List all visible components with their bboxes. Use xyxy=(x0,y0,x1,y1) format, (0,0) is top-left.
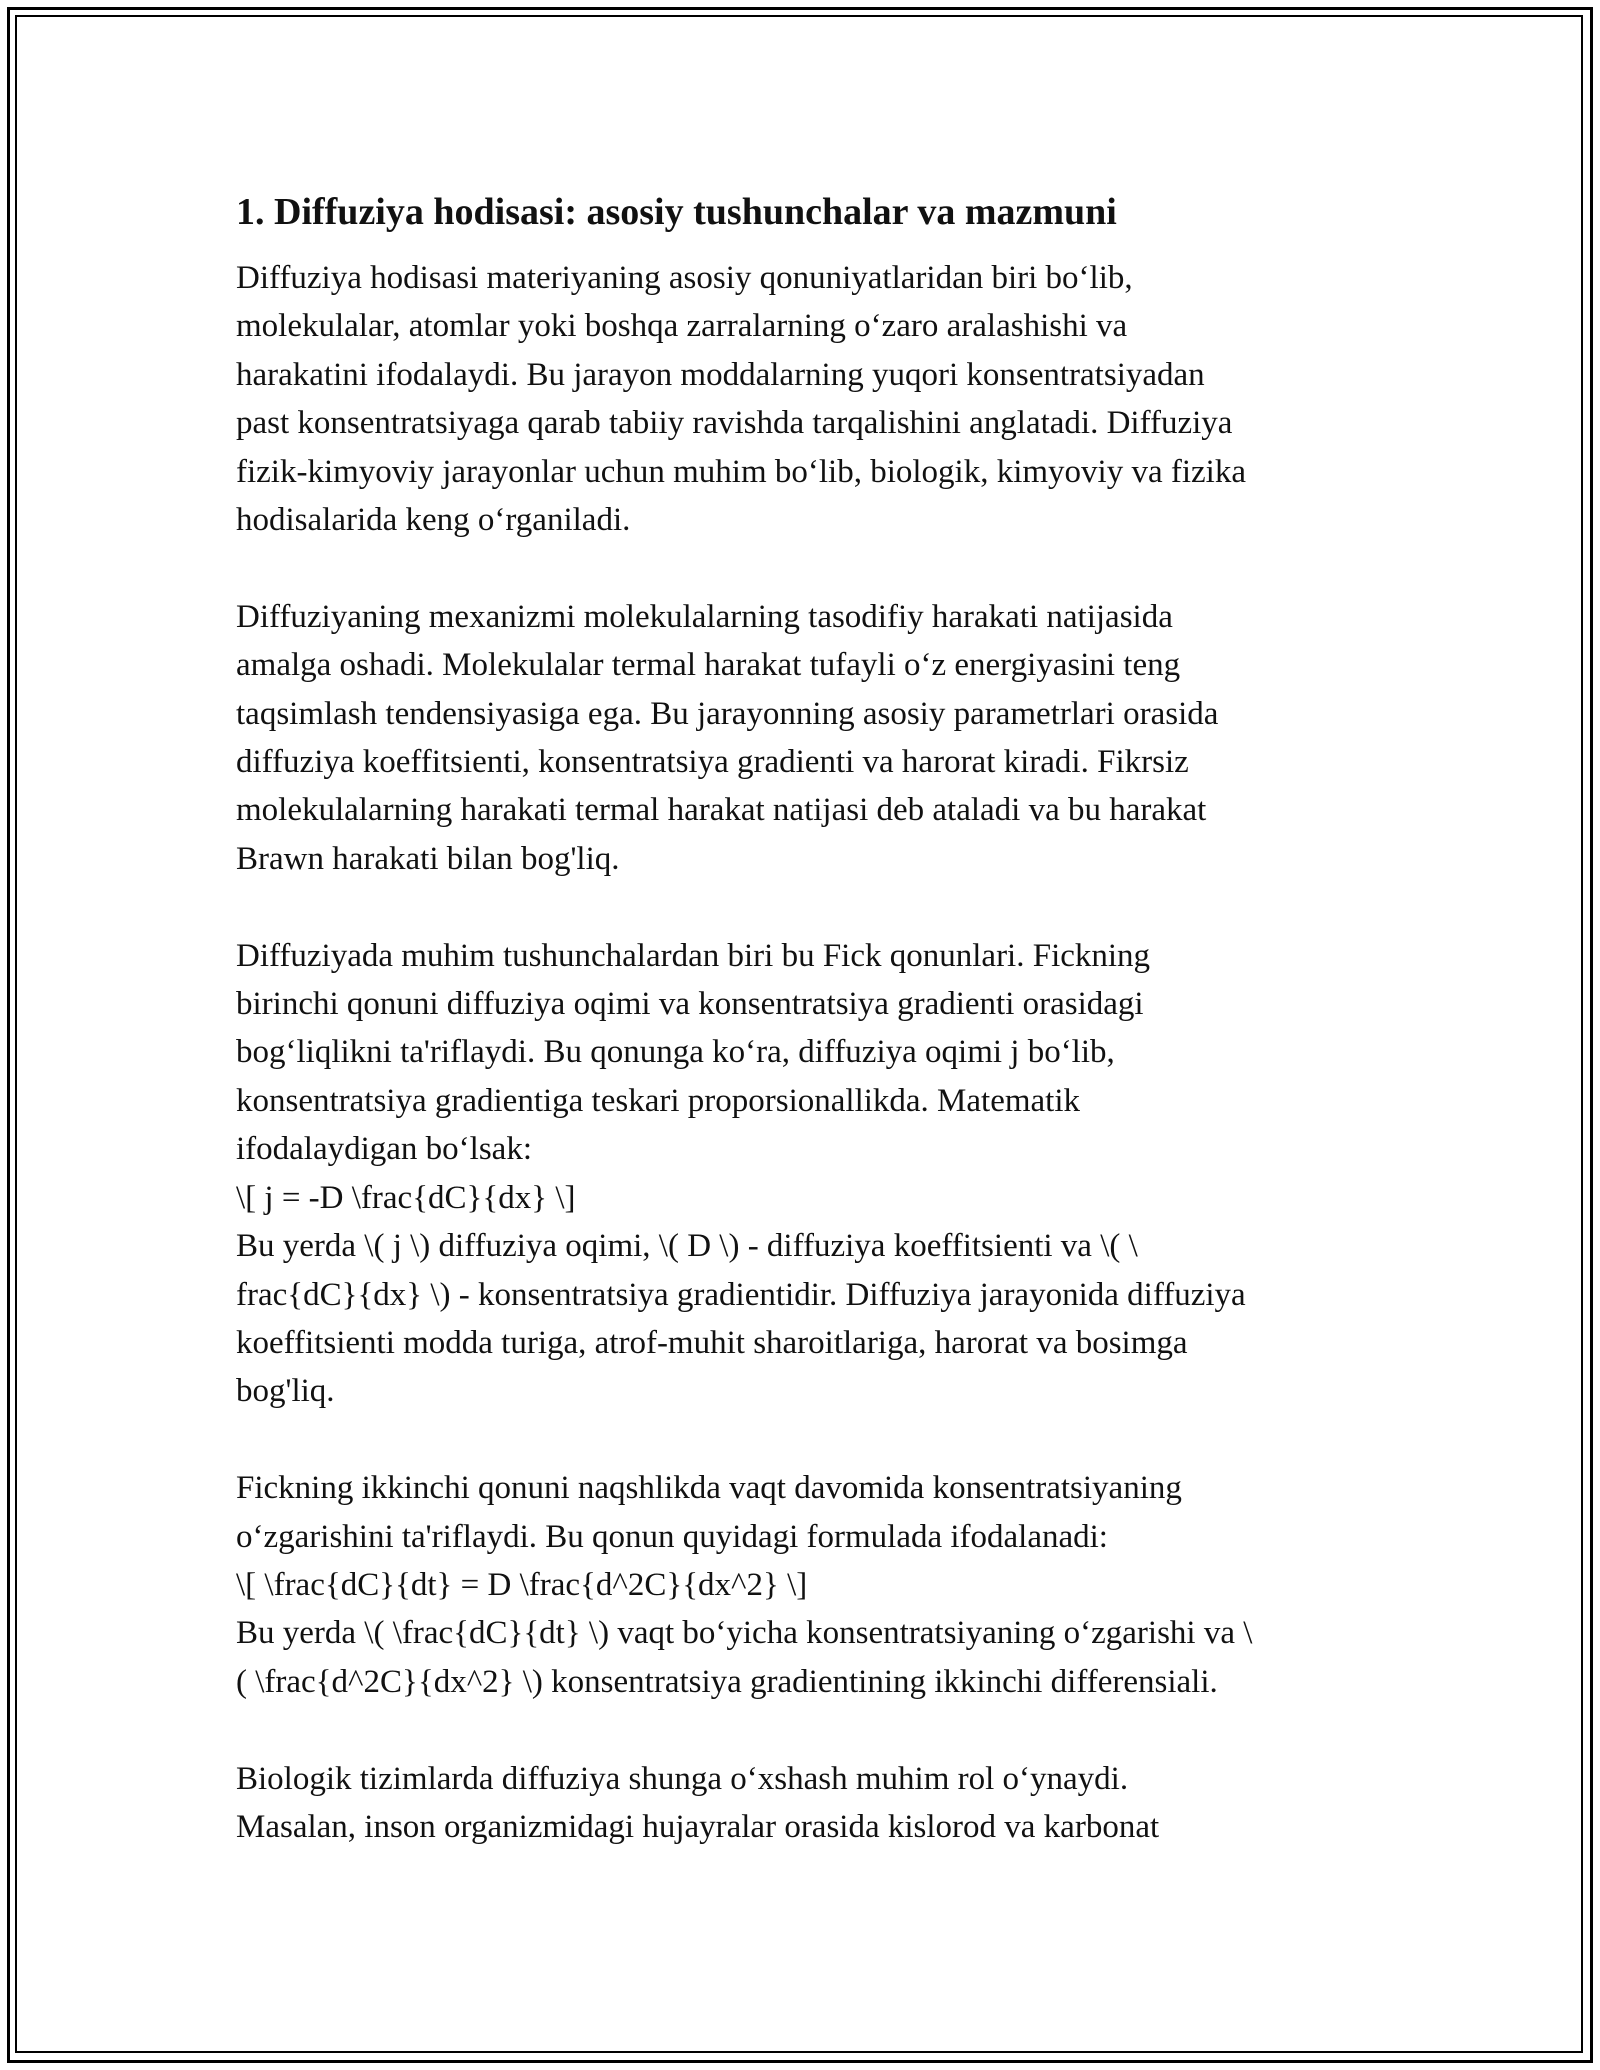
text-line: molekulalar, atomlar yoki boshqa zarralarning o‘zaro aralashishi va xyxy=(236,308,1128,345)
text-line: fizik-kimyoviy jarayonlar uchun muhim bo‘lib, biologik, kimyoviy va fizika xyxy=(236,453,1246,490)
text-line: molekulalarning harakati termal harakat natijasi deb ataladi va bu harakat xyxy=(236,792,1207,829)
paragraph-3 xyxy=(236,932,1376,1416)
text-line: amalga oshadi. Molekulalar termal harakat tufayli o‘z energiyasini teng xyxy=(236,647,1181,684)
text-line: hodisalarida keng o‘rganiladi. xyxy=(236,502,631,539)
text-line: Brawn harakati bilan bog'liq. xyxy=(236,840,620,877)
text-line: bog‘liqlikni ta'riflaydi. Bu qonunga ko‘ra, diffuziya oqimi j bo‘lib, xyxy=(236,1034,1115,1071)
formula-line: \[ \frac{dC}{dt} = D \frac{d^2C}{dx^2} \] xyxy=(236,1566,808,1603)
text-line: past konsentratsiyaga qarab tabiiy ravishda tarqalishini anglatadi. Diffuziya xyxy=(236,405,1233,442)
text-line: Diffuziya hodisasi materiyaning asosiy qonuniyatlaridan biri bo‘lib, xyxy=(236,260,1133,296)
paragraph-2 xyxy=(236,593,1376,883)
text-line: Fickning ikkinchi qonuni naqshlikda vaqt davomida konsentratsiyaning xyxy=(236,1470,1182,1507)
text-line: diffuziya koeffitsienti, konsentratsiya gradienti va harorat kiradi. Fikrsiz xyxy=(236,744,1189,781)
text-line: Masalan, inson organizmidagi hujayralar orasida kislorod va karbonat xyxy=(236,1808,1160,1845)
document-body xyxy=(236,188,1376,1900)
formula-line: \[ j = -D \frac{dC}{dx} \] xyxy=(236,1179,576,1216)
text-line: taqsimlash tendensiyasiga ega. Bu jarayonning asosiy parametrlari orasida xyxy=(236,695,1219,732)
text-line: koeffitsienti modda turiga, atrof-muhit sharoitlariga, harorat va bosimga xyxy=(236,1324,1188,1361)
text-line: ( \frac{d^2C}{dx^2} \) konsentratsiya gradientining ikkinchi differensiali. xyxy=(236,1663,1218,1700)
text-line: birinchi qonuni diffuziya oqimi va konsentratsiya gradienti orasidagi xyxy=(236,986,1144,1023)
text-line: harakatini ifodalaydi. Bu jarayon moddalarning yuqori konsentratsiyadan xyxy=(236,356,1205,393)
text-line: o‘zgarishini ta'riflaydi. Bu qonun quyidagi formulada ifodalanadi: xyxy=(236,1518,1108,1555)
text-line: Diffuziyaning mexanizmi molekulalarning tasodifiy harakati natijasida xyxy=(236,598,1173,635)
text-line: konsentratsiya gradientiga teskari proporsionallikda. Matematik xyxy=(236,1082,1081,1119)
text-line: ifodalaydigan bo‘lsak: xyxy=(236,1131,533,1168)
text-line: Biologik tizimlarda diffuziya shunga o‘xshash muhim rol o‘ynaydi. xyxy=(236,1760,1129,1797)
text-line: Bu yerda \( \frac{dC}{dt} \) vaqt bo‘yicha konsentratsiyaning o‘zgarishi va \ xyxy=(236,1615,1253,1652)
text-line: Diffuziyada muhim tushunchalardan biri bu Fick qonunlari. Fickning xyxy=(236,937,1151,974)
text-line: frac{dC}{dx} \) - konsentratsiya gradientidir. Diffuziya jarayonida diffuziya xyxy=(236,1276,1246,1313)
text-line: Bu yerda \( j \) diffuziya oqimi, \( D \) - diffuziya koeffitsienti va \( \ xyxy=(236,1228,1138,1265)
text-line: bog'liq. xyxy=(236,1373,335,1410)
paragraph-1 xyxy=(236,254,1376,544)
paragraph-5 xyxy=(236,1755,1376,1852)
section-heading: 1. Diffuziya hodisasi: asosiy tushunchalar va mazmuni xyxy=(236,191,1117,233)
paragraph-4 xyxy=(236,1464,1376,1706)
